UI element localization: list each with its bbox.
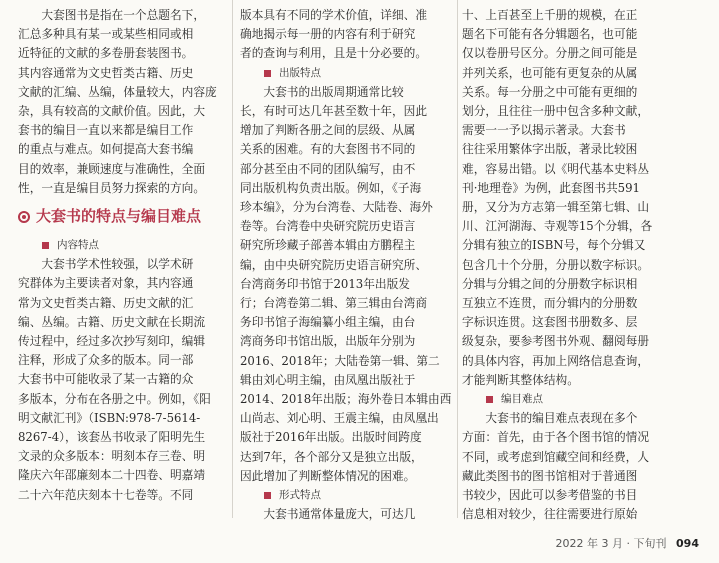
text-line: 性，一直是编目员努力探索的方向。 — [18, 180, 206, 195]
text-line: 信息相对较少，往往需要进行原始 — [462, 507, 638, 522]
column-3 — [462, 6, 700, 524]
text-line: 文录的众多版本：明刻本存三卷、明 — [18, 449, 206, 464]
sub-heading-form — [240, 486, 452, 505]
text-line: 杂，具有较高的文献价值。因此，大 — [18, 104, 206, 119]
text-line: 十、上百甚至上千册的规模，在正 — [462, 8, 638, 22]
text-line: 才能判断其整体结构。 — [462, 372, 579, 387]
issue-info: 2022 年 3 月 · 下旬刊 — [555, 537, 667, 550]
text-line: 的重点与难点。如何提高大套书编 — [18, 142, 194, 157]
text-line: 分辑与分辑之间的分册数字标识相 — [462, 276, 638, 291]
column-divider-right — [457, 0, 458, 518]
text-line: 需要一一予以揭示著录。大套书 — [462, 123, 626, 138]
text-line: 划分，且往往一册中包含多种文献， — [462, 104, 650, 119]
text-line: 传过程中，经过多次抄写刻印，编辑 — [18, 334, 206, 349]
text-line: 字标识连贯。这套图书册数多、层 — [462, 315, 638, 330]
text-line: 隆庆六年邵廉刻本二十四卷、明嘉靖 — [18, 468, 206, 483]
text-line: 部分甚至由不同的团队编写，由不 — [240, 161, 416, 176]
paragraph-form-continued — [462, 6, 700, 390]
text-line: 关系的困难。有的大套图书不同的 — [240, 142, 416, 157]
text-line: 台湾商务印书馆于2013年出版发 — [240, 276, 410, 291]
text-line: 往往采用繁体字出版，著录比较困 — [462, 142, 638, 157]
text-line: 藏此类图书的图书馆相对于普通图 — [462, 468, 638, 483]
column-1 — [18, 6, 226, 505]
text-line: 多版本，分布在各册之中。例如，《阳 — [18, 391, 211, 406]
text-line: 卷等。台湾卷中央研究院历史语言 — [240, 219, 416, 234]
text-line: 大套书通常体量庞大，可达几 — [240, 507, 416, 522]
text-line: 大套书学术性较强，以学术研 — [18, 257, 194, 272]
text-line: 编，由中央研究院历史语言研究所、 — [240, 257, 428, 272]
sub-heading-cataloging — [462, 390, 700, 409]
text-line: 常为文史哲类古籍、历史文献的汇 — [18, 295, 194, 310]
sub-heading-content — [18, 236, 226, 255]
target-circle-icon — [18, 211, 30, 223]
text-line: 研究所珍藏子部善本辑由方鹏程主 — [240, 238, 416, 253]
text-line: 仅以卷册号区分。分册之间可能是 — [462, 46, 638, 61]
text-line: 长，有时可达几年甚至数十年，因此 — [240, 104, 428, 118]
text-line: 目的效率，兼顾速度与准确性，全面 — [18, 161, 206, 176]
column-divider-left — [232, 0, 233, 518]
text-line: 文献的汇编、丛编，体量较大，内容庞 — [18, 84, 217, 99]
text-line: 的具体内容，再加上网络信息查询， — [462, 353, 650, 368]
text-line: 增加了判断各册之间的层级、从属 — [240, 123, 416, 138]
text-line: 互独立不连贯，而分辑内的分册数 — [462, 296, 638, 311]
text-line: 刊·地理卷》为例，此套图书共591 — [462, 180, 640, 195]
text-line: 不同，或考虑到馆藏空间和经费，人 — [462, 449, 650, 464]
text-line: 究群体为主要读者对象，其内容通 — [18, 276, 194, 291]
page-footer — [556, 535, 699, 551]
column-2 — [240, 6, 452, 524]
text-line: 汇总多种具有某一或某些相同或相 — [18, 27, 194, 42]
text-line: 版本具有不同的学术价值，详细、准 — [240, 8, 428, 22]
text-line: 务印书馆子海编纂小组主编，由台 — [240, 315, 416, 330]
text-line: 因此增加了判断整体情况的困难。 — [240, 468, 416, 483]
text-line: 2016、2018年；大陆卷第一辑、第二 — [240, 353, 440, 368]
paragraph-content-features — [18, 255, 226, 505]
text-line: 版社于2016年出版。出版时间跨度 — [240, 430, 422, 445]
text-line: 分辑有独立的ISBN号，每个分辑又 — [462, 238, 646, 253]
text-line: 山尚志、刘心明、王震主编，由凤凰出 — [240, 411, 439, 426]
text-line: 明文献汇刊》（ISBN:978-7-5614- — [18, 410, 201, 425]
section-heading — [18, 206, 226, 228]
text-line: 编、丛编。古籍、历史文献在长期流 — [18, 314, 206, 329]
paragraph-intro — [18, 6, 226, 198]
text-line: 川、江河湖海、寺观等15个分辑，各 — [462, 219, 653, 234]
sub-heading-publishing-text: 出版特点 — [279, 66, 321, 79]
square-bullet-icon — [42, 242, 49, 249]
sub-heading-cataloging-text: 编目难点 — [501, 393, 543, 406]
sub-heading-publishing — [240, 64, 452, 83]
text-line: 注释，形成了众多的版本。同一部 — [18, 353, 194, 368]
square-bullet-icon — [264, 492, 271, 499]
text-line: 确地揭示每一册的内容有利于研究 — [240, 27, 416, 42]
text-line: 方面：首先，由于各个图书馆的情况 — [462, 430, 650, 445]
text-line: 级复杂，要参考图书外观、翻阅每册 — [462, 334, 650, 349]
paragraph-cataloging-difficulties — [462, 409, 700, 524]
text-line: 包含几十个分册，分册以数字标识。 — [462, 257, 650, 272]
paragraph-content-continued — [240, 6, 452, 64]
text-line: 并列关系，也可能有更复杂的从属 — [462, 65, 638, 80]
text-line: 大套图书是指在一个总题名下， — [18, 8, 206, 22]
text-line: 2014、2018年出版；海外卷日本辑由西 — [240, 392, 452, 407]
text-line: 湾商务印书馆出版，出版年分别为 — [240, 334, 416, 349]
text-line: 8267-4），该套丛书收录了阳明先生 — [18, 430, 206, 445]
text-line: 其内容通常为文史哲类古籍、历史 — [18, 65, 194, 80]
text-line: 大套书的出版周期通常比较 — [240, 84, 404, 99]
text-line: 大套书的编目难点表现在多个 — [462, 411, 638, 426]
text-line: 大套书中可能收录了某一古籍的众 — [18, 372, 194, 387]
paragraph-form-features — [240, 505, 452, 524]
text-line: 书较少，因此可以参考借鉴的书目 — [462, 488, 638, 503]
text-line: 辑由刘心明主编，由凤凰出版社于 — [240, 372, 416, 387]
text-line: 难，容易出错。以《明代基本史料丛 — [462, 161, 650, 176]
text-line: 册，又分为方志第一辑至第七辑、山 — [462, 200, 650, 215]
text-line: 题名下可能有各分辑题名，也可能 — [462, 27, 638, 42]
text-line: 近特征的文献的多卷册套装图书。 — [18, 46, 194, 61]
square-bullet-icon — [264, 70, 271, 77]
sub-heading-form-text: 形式特点 — [279, 489, 321, 502]
text-line: 套书的编目一直以来都是编目工作 — [18, 123, 194, 138]
page-number: 094 — [676, 537, 699, 550]
section-heading-text: 大套书的特点与编目难点 — [36, 207, 202, 226]
text-line: 行；台湾卷第二辑、第三辑由台湾商 — [240, 296, 428, 311]
text-line: 二十六年范庆刻本十七卷等。不同 — [18, 487, 194, 502]
square-bullet-icon — [486, 396, 493, 403]
text-line: 珍本编》，分为台湾卷、大陆卷、海外 — [240, 200, 433, 215]
sub-heading-content-text: 内容特点 — [57, 239, 99, 252]
text-line: 同出版机构负责出版。例如，《子海 — [240, 180, 422, 195]
text-line: 关系。每一分册之中可能有更细的 — [462, 84, 638, 99]
paragraph-publishing-features — [240, 83, 452, 486]
text-line: 达到7年，各个部分又是独立出版， — [240, 449, 423, 464]
text-line: 者的查询与利用，且是十分必要的。 — [240, 46, 428, 61]
